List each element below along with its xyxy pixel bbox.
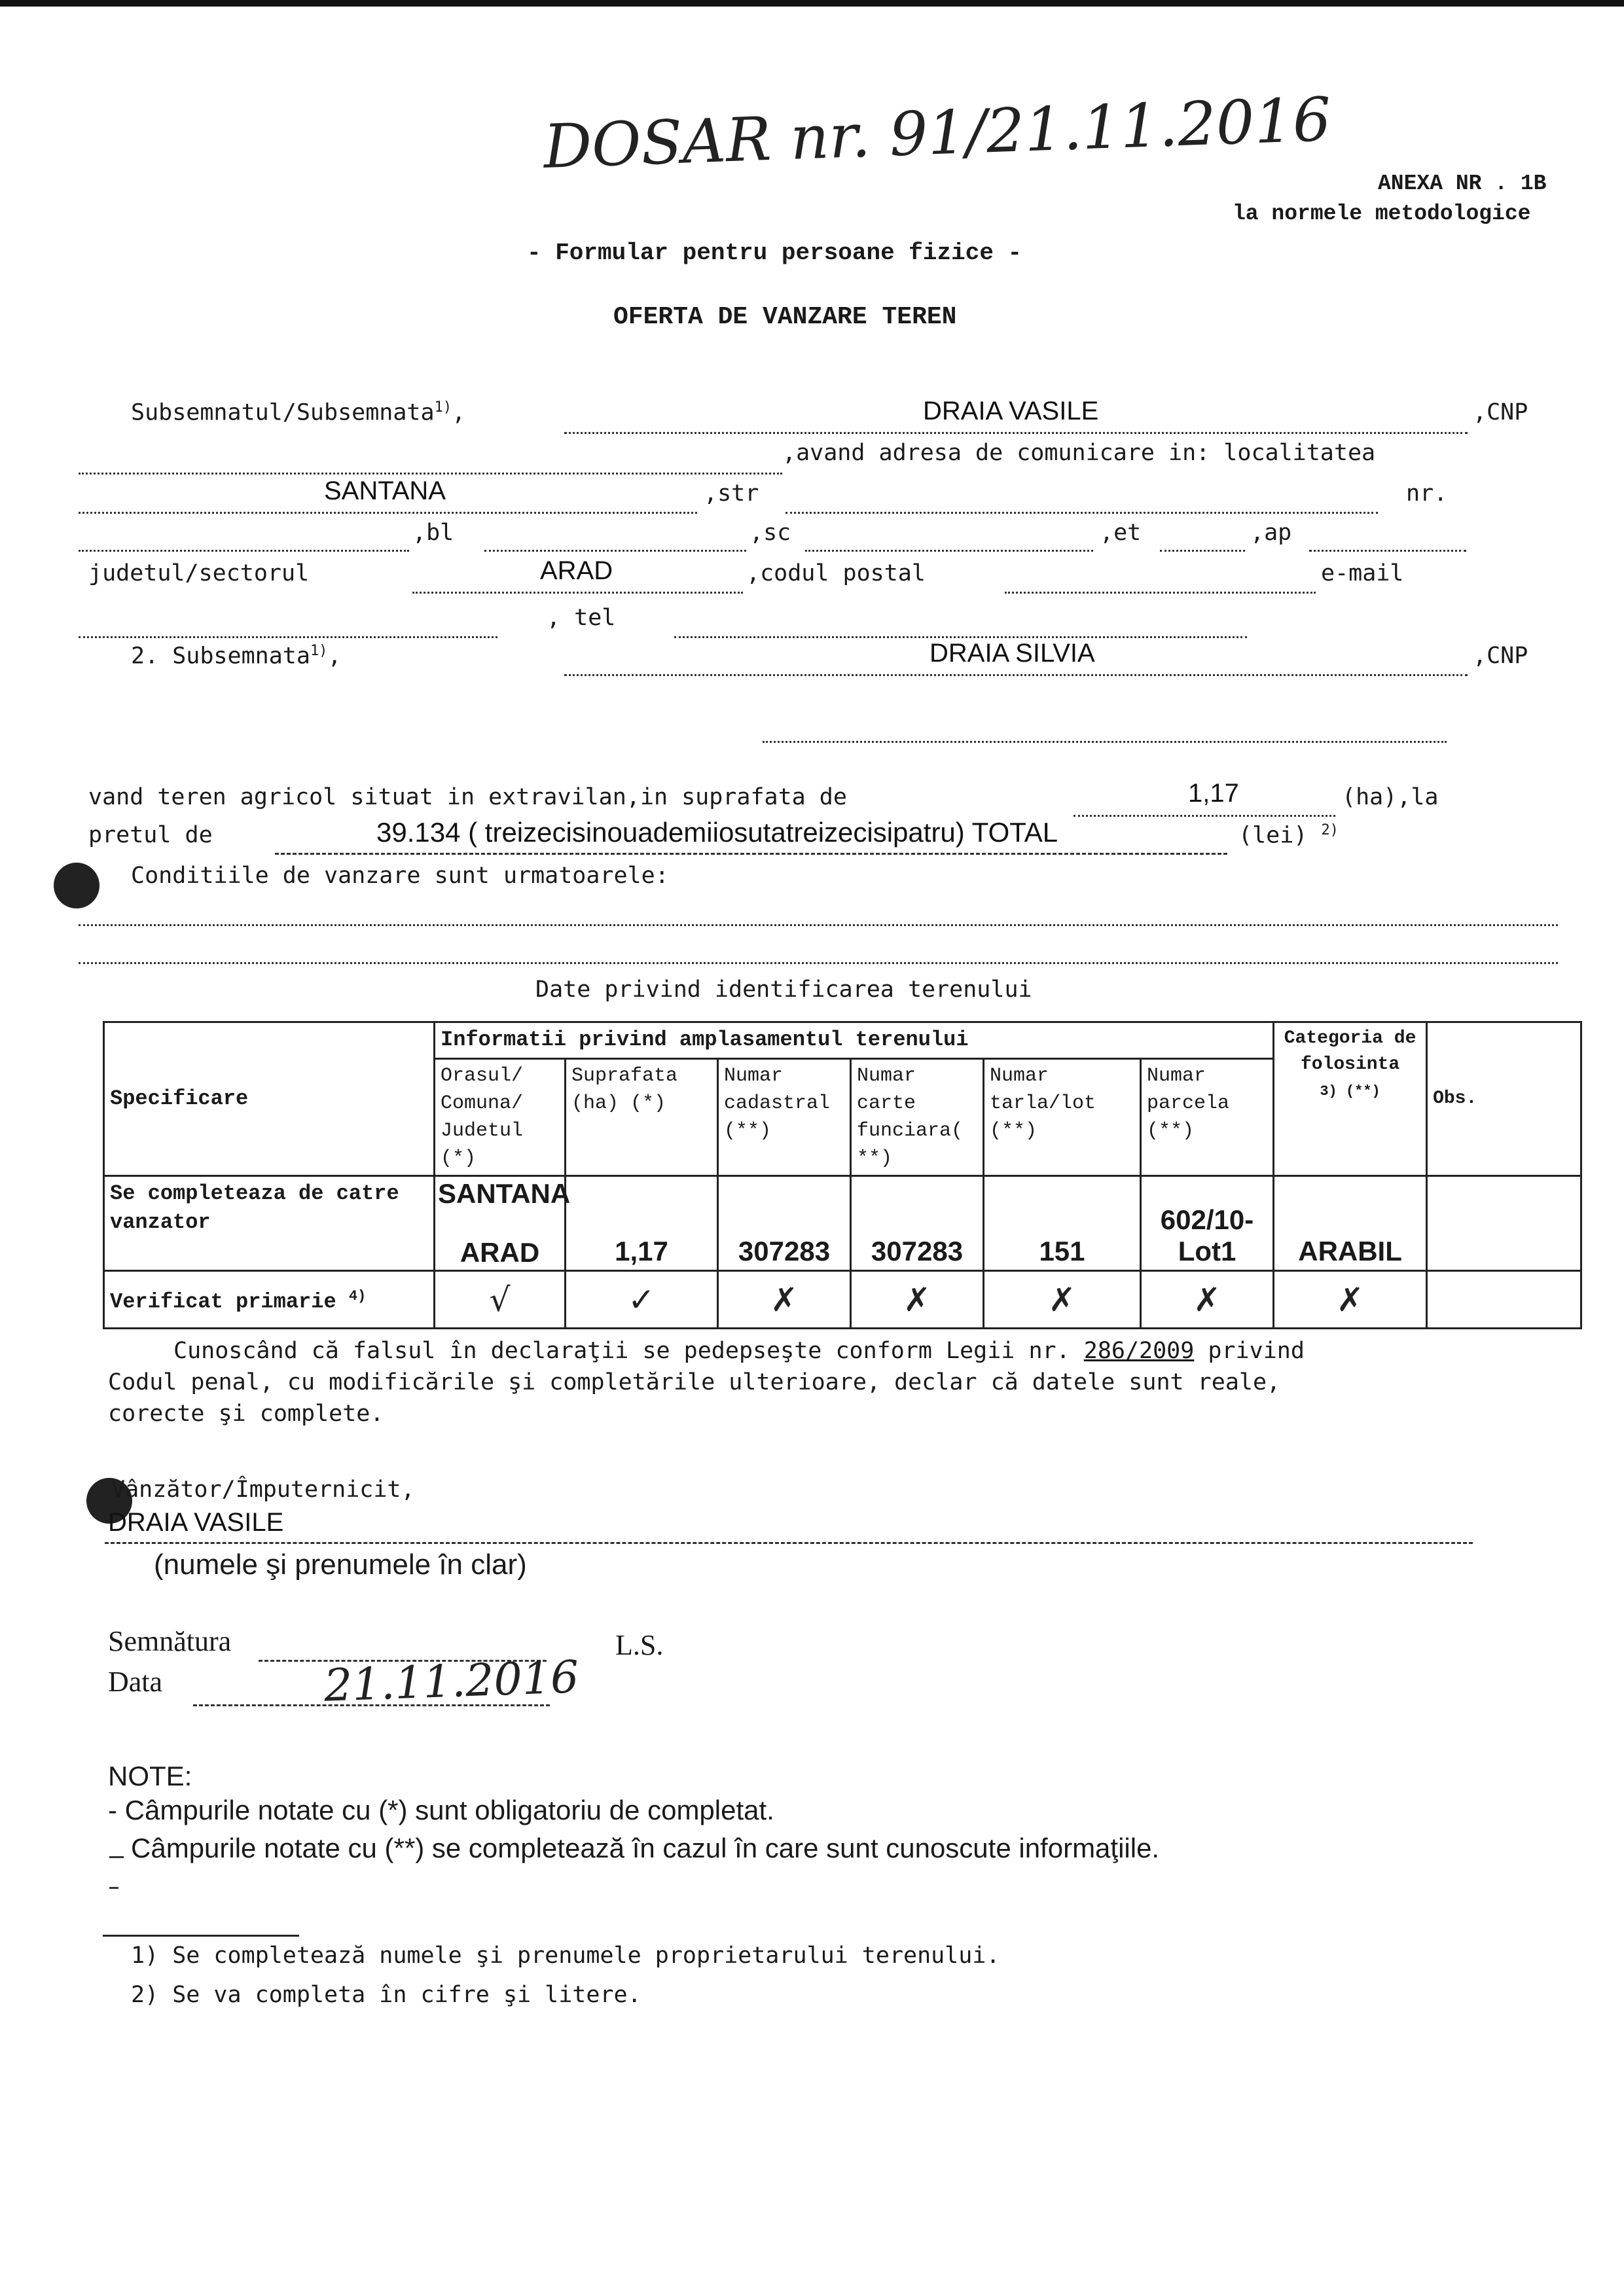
date-label: Data	[108, 1666, 163, 1698]
footnote-separator	[103, 1935, 299, 1937]
price-value: 39.134 ( treizecisinouademiiosutatreizecisipatru) TOTAL	[376, 817, 1058, 848]
tarla-value: 151	[984, 1176, 1141, 1271]
seller-row-label: Se completeaza de catre vanzator	[104, 1176, 435, 1271]
check-mark-2: ✓	[566, 1271, 718, 1329]
land-book-column-header: Numar carte funciara( **)	[851, 1059, 984, 1176]
county-underline	[412, 592, 743, 594]
locality-value: SANTANA	[324, 476, 446, 505]
staircase-underline	[805, 550, 1093, 552]
declaration-line-3: corecte şi complete.	[108, 1401, 384, 1427]
signature-label: Semnătura	[108, 1625, 232, 1657]
footnote-1: 1) Se completează numele şi prenumele proprietarului terenului.	[131, 1943, 1000, 1969]
annex-number: ANEXA NR . 1B	[1378, 171, 1547, 196]
form-type: - Formular pentru persoane fizice -	[527, 240, 1022, 266]
check-mark-3: ✗	[718, 1271, 851, 1329]
note-2: Câmpurile notate cu (**) se completează în cazul în care sunt cunoscute informaţiile.	[131, 1833, 1160, 1863]
email-label: e-mail	[1321, 560, 1404, 586]
verified-row-label: Verificat primarie $^{4)}$	[104, 1271, 435, 1329]
specification-header: Specificare	[104, 1022, 435, 1176]
declaration-line-2: Codul penal, cu modificările şi completările ulterioare, declar că datele sunt reale,	[108, 1369, 1281, 1395]
seller1-label: Subsemnatul/Subsemnata$^{1)}$,	[131, 399, 466, 426]
category-value: ARABIL	[1274, 1176, 1427, 1271]
postal-code-underline	[1005, 592, 1316, 594]
conditions-line-2	[79, 962, 1558, 964]
note-2-dash	[109, 1856, 124, 1858]
conditions-line-1	[79, 924, 1558, 926]
city-value: SANTANA ARAD	[435, 1176, 566, 1271]
seller1-name-underline	[564, 432, 1468, 434]
signer-name-underline	[105, 1542, 1473, 1544]
apartment-underline	[1309, 550, 1466, 552]
number-label: nr.	[1406, 480, 1448, 507]
price-underline	[275, 853, 1227, 855]
category-header: Categoria de folosinta 3) (**)	[1274, 1022, 1427, 1176]
address-label: ,avand adresa de comunicare in: localitatea	[782, 440, 1376, 466]
signer-label: Vânzător/Împuternicit,	[111, 1477, 415, 1503]
check-mark-1: √	[435, 1271, 566, 1329]
parcel-value: 602/10- Lot1	[1141, 1176, 1274, 1271]
city-column-header: Orasul/ Comuna/ Judetul (*)	[435, 1059, 566, 1176]
seller1-cnp-label: ,CNP	[1473, 399, 1528, 425]
area-underline	[1074, 815, 1335, 817]
annex-subtitle: la normele metodologice	[1233, 202, 1531, 226]
obs-verified	[1427, 1271, 1581, 1329]
number-underline	[79, 550, 409, 552]
notes-title: NOTE:	[108, 1761, 192, 1791]
signer-name-hint: (numele şi prenumele în clar)	[154, 1549, 527, 1581]
land-book-value: 307283	[851, 1176, 984, 1271]
seller2-cnp-label: ,CNP	[1473, 643, 1528, 669]
scan-top-edge	[0, 0, 1624, 7]
conditions-label: Conditiile de vanzare sunt urmatoarele:	[131, 863, 669, 889]
location-group-header: Informatii privind amplasamentul terenului	[435, 1022, 1274, 1059]
staircase-label: ,sc	[749, 520, 791, 546]
phone-label: , tel	[547, 605, 616, 631]
check-mark-4: ✗	[851, 1271, 984, 1329]
seller2-cnp-underline	[763, 741, 1447, 743]
land-identification-table	[103, 1021, 1582, 1329]
seller1-name: DRAIA VASILE	[923, 397, 1099, 425]
street-underline	[785, 512, 1378, 514]
block-underline	[484, 550, 746, 552]
check-mark-5: ✗	[984, 1271, 1141, 1329]
county-value: ARAD	[540, 556, 613, 585]
table-caption: Date privind identificarea terenului	[535, 977, 1032, 1003]
postal-code-label: ,codul postal	[746, 560, 926, 586]
date-value: 21.11.2016	[323, 1651, 580, 1712]
area-value: 1,17	[1188, 779, 1239, 808]
phone-underline	[674, 636, 1247, 638]
check-mark-6: ✗	[1141, 1271, 1274, 1329]
punch-hole	[54, 863, 99, 908]
street-label: ,str	[704, 480, 759, 507]
county-label: judetul/sectorul	[88, 560, 310, 586]
check-mark-7: ✗	[1274, 1271, 1427, 1329]
handwritten-file-number: DOSAR nr. 91/21.11.2016	[542, 84, 1333, 182]
obs-header: Obs.	[1427, 1022, 1581, 1176]
footnote-2: 2) Se va completa în cifre şi litere.	[131, 1982, 641, 2008]
cadastral-column-header: Numar cadastral (**)	[718, 1059, 851, 1176]
seller2-name: DRAIA SILVIA	[929, 639, 1095, 668]
locality-underline	[79, 512, 697, 514]
price-unit: (lei) $^{2)}$	[1238, 822, 1339, 849]
obs-value	[1427, 1176, 1581, 1271]
area-column-header: Suprafata (ha) (*)	[566, 1059, 718, 1176]
signer-name: DRAIA VASILE	[108, 1508, 284, 1537]
area-unit: (ha),la	[1342, 784, 1439, 810]
block-label: ,bl	[412, 520, 454, 546]
note-3-dash	[109, 1887, 118, 1889]
floor-label: ,et	[1100, 520, 1142, 546]
seal-label: L.S.	[615, 1629, 664, 1661]
cadastral-value: 307283	[718, 1176, 851, 1271]
parcel-column-header: Numar parcela (**)	[1141, 1059, 1274, 1176]
seller2-label: 2. Subsemnata$^{1)}$,	[131, 643, 342, 670]
page-title: OFERTA DE VANZARE TEREN	[613, 303, 957, 331]
tarla-column-header: Numar tarla/lot (**)	[984, 1059, 1141, 1176]
apartment-label: ,ap	[1250, 520, 1292, 546]
email-underline	[79, 636, 497, 638]
note-1: - Câmpurile notate cu (*) sunt obligatoriu de completat.	[108, 1795, 774, 1825]
area-value-cell: 1,17	[566, 1176, 718, 1271]
offer-text: vand teren agricol situat in extravilan,in suprafata de	[88, 784, 847, 810]
seller2-name-underline	[564, 674, 1468, 676]
seller1-cnp-underline	[79, 473, 782, 475]
floor-underline	[1160, 550, 1245, 552]
declaration-line-1: Cunoscând că falsul în declaraţii se pedepseşte conform Legii nr. 286/2009 privind	[173, 1338, 1305, 1364]
price-label: pretul de	[88, 822, 213, 848]
